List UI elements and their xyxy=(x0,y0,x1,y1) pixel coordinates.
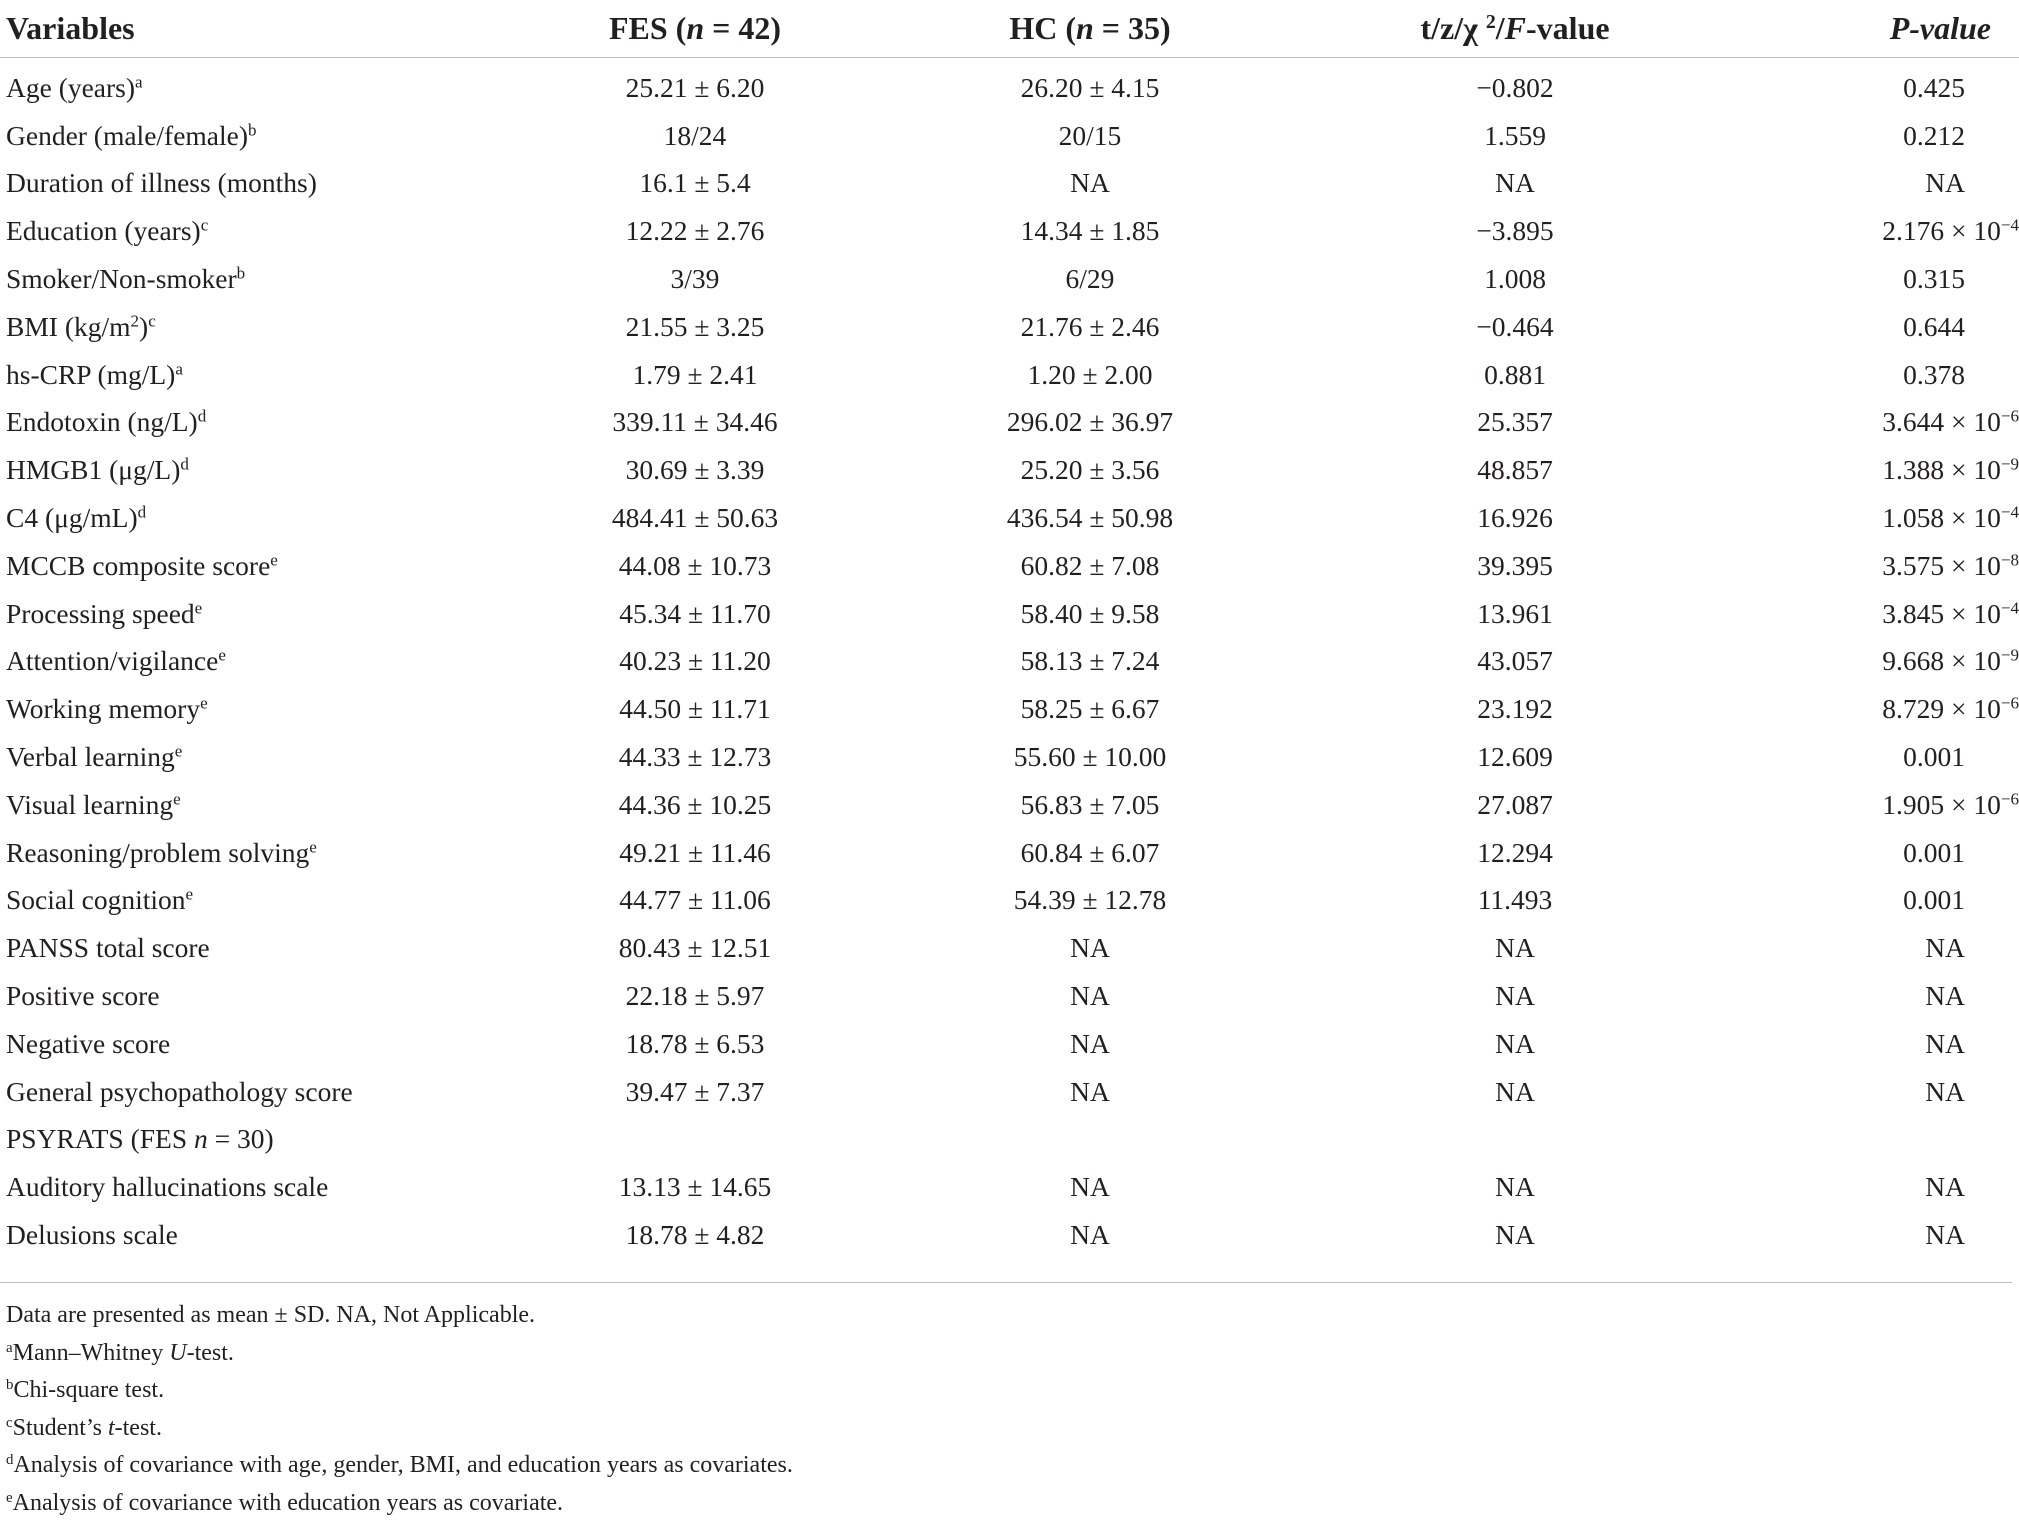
footnote-marker: e xyxy=(195,598,203,617)
cell-statistic: 12.609 xyxy=(1310,733,1720,781)
p-value-exponent: −9 xyxy=(2001,455,2019,474)
header-hc xyxy=(870,0,1310,58)
footnote-e-text: Analysis of covariance with education years as covariate. xyxy=(13,1490,563,1516)
variable-text: HMGB1 (μg/L) xyxy=(6,454,180,485)
p-value-exponent: −8 xyxy=(2001,550,2019,569)
footnote-a-mark: a xyxy=(6,1339,13,1355)
cell-statistic: NA xyxy=(1310,160,1720,208)
footnote-b-text: Chi-square test. xyxy=(13,1377,164,1403)
cell-p-value xyxy=(1720,590,2019,638)
cell-p-value xyxy=(1720,1116,2019,1164)
cell-fes: 16.1 ± 5.4 xyxy=(520,160,870,208)
cell-variable xyxy=(0,255,520,303)
header-hc-value: = 35) xyxy=(1094,10,1171,46)
cell-p-value: NA xyxy=(1720,1211,2019,1265)
cell-hc: 25.20 ± 3.56 xyxy=(870,446,1310,494)
footnote-marker: e xyxy=(270,550,278,569)
cell-hc: NA xyxy=(870,1163,1310,1211)
cell-hc: NA xyxy=(870,1020,1310,1068)
cell-hc: 58.40 ± 9.58 xyxy=(870,590,1310,638)
cell-hc: NA xyxy=(870,1211,1310,1265)
cell-statistic xyxy=(1310,1116,1720,1164)
cell-statistic: NA xyxy=(1310,1163,1720,1211)
variable-text: Reasoning/problem solving xyxy=(6,837,309,868)
cell-variable xyxy=(0,877,520,925)
table-row xyxy=(0,399,2019,447)
cell-variable xyxy=(0,1116,520,1164)
cell-fes: 39.47 ± 7.37 xyxy=(520,1068,870,1116)
variable-text-end: ) xyxy=(139,311,148,342)
cell-hc: 6/29 xyxy=(870,255,1310,303)
variable-text: Delusions scale xyxy=(6,1219,178,1250)
table-row xyxy=(0,1068,2019,1116)
table-row xyxy=(0,446,2019,494)
cell-p-value: NA xyxy=(1720,972,2019,1020)
variable-text: Gender (male/female) xyxy=(6,120,248,151)
cell-hc: 58.13 ± 7.24 xyxy=(870,638,1310,686)
header-fes-n: n xyxy=(686,10,704,46)
cell-fes: 339.11 ± 34.46 xyxy=(520,399,870,447)
cell-hc: 58.25 ± 6.67 xyxy=(870,685,1310,733)
cell-variable xyxy=(0,972,520,1020)
variable-text: Duration of illness (months) xyxy=(6,167,317,198)
variable-text-end: = 30) xyxy=(208,1123,274,1154)
cell-p-value xyxy=(1720,399,2019,447)
cell-fes: 45.34 ± 11.70 xyxy=(520,590,870,638)
variable-text: Visual learning xyxy=(6,789,173,820)
cell-statistic: 43.057 xyxy=(1310,638,1720,686)
footnote-e xyxy=(6,1485,793,1522)
cell-statistic: 1.008 xyxy=(1310,255,1720,303)
footnote-marker: d xyxy=(138,503,147,522)
p-value-mantissa: 2.176 × 10 xyxy=(1882,215,2001,246)
cell-statistic: 1.559 xyxy=(1310,112,1720,160)
table-row xyxy=(0,494,2019,542)
cell-variable xyxy=(0,1020,520,1068)
header-variables: Variables xyxy=(0,0,520,58)
p-value-mantissa: 3.644 × 10 xyxy=(1882,406,2001,437)
table-row xyxy=(0,877,2019,925)
table-row xyxy=(0,1211,2019,1265)
cell-p-value: NA xyxy=(1720,1163,2019,1211)
p-value-mantissa: 1.388 × 10 xyxy=(1882,454,2001,485)
footnote-marker: c xyxy=(148,312,156,331)
table-row xyxy=(0,781,2019,829)
header-fes-label: FES ( xyxy=(609,10,686,46)
table-bottom-rule xyxy=(0,1282,2012,1283)
cell-variable xyxy=(0,685,520,733)
cell-p-value: 0.644 xyxy=(1720,303,2019,351)
footnote-marker: b xyxy=(237,264,246,283)
footnote-a-pre: Mann–Whitney xyxy=(13,1340,170,1366)
header-fes xyxy=(520,0,870,58)
cell-hc: NA xyxy=(870,1068,1310,1116)
cell-variable xyxy=(0,112,520,160)
footnote-a-post: -test. xyxy=(187,1340,234,1366)
table-row xyxy=(0,685,2019,733)
cell-statistic: NA xyxy=(1310,924,1720,972)
footnote-c-mark: c xyxy=(6,1414,13,1430)
table-row xyxy=(0,590,2019,638)
table-row xyxy=(0,207,2019,255)
cell-variable xyxy=(0,1068,520,1116)
footnote-marker: a xyxy=(135,73,143,92)
table-row xyxy=(0,733,2019,781)
cell-statistic: 16.926 xyxy=(1310,494,1720,542)
footnote-b-mark: b xyxy=(6,1377,13,1393)
cell-variable xyxy=(0,924,520,972)
variable-text: Auditory hallucinations scale xyxy=(6,1171,328,1202)
cell-hc: 1.20 ± 2.00 xyxy=(870,351,1310,399)
footnote-marker: d xyxy=(180,455,189,474)
header-stat-slash: / xyxy=(1496,10,1505,46)
cell-variable xyxy=(0,733,520,781)
cell-p-value: 0.315 xyxy=(1720,255,2019,303)
cell-hc: NA xyxy=(870,972,1310,1020)
header-row xyxy=(0,0,2019,58)
table-row xyxy=(0,303,2019,351)
cell-statistic: NA xyxy=(1310,1020,1720,1068)
header-stat-suffix: -value xyxy=(1526,10,1610,46)
p-value-mantissa: 1.058 × 10 xyxy=(1882,502,2001,533)
variable-text: Age (years) xyxy=(6,72,135,103)
footnote-b xyxy=(6,1372,793,1410)
variable-text: Working memory xyxy=(6,693,200,724)
variable-text: Attention/vigilance xyxy=(6,645,218,676)
p-value-exponent: −9 xyxy=(2001,646,2019,665)
cell-fes: 12.22 ± 2.76 xyxy=(520,207,870,255)
table-row xyxy=(0,58,2019,112)
cell-variable xyxy=(0,351,520,399)
cell-fes: 44.36 ± 10.25 xyxy=(520,781,870,829)
p-value-exponent: −4 xyxy=(2001,216,2019,235)
p-value-exponent: −6 xyxy=(2001,407,2019,426)
footnote-marker: a xyxy=(175,359,183,378)
cell-fes: 3/39 xyxy=(520,255,870,303)
cell-fes: 44.33 ± 12.73 xyxy=(520,733,870,781)
cell-p-value: 0.378 xyxy=(1720,351,2019,399)
variable-text: PANSS total score xyxy=(6,932,210,963)
cell-variable xyxy=(0,494,520,542)
p-value-exponent: −4 xyxy=(2001,503,2019,522)
cell-variable xyxy=(0,829,520,877)
table-row xyxy=(0,638,2019,686)
cell-p-value: NA xyxy=(1720,160,2019,208)
cell-variable xyxy=(0,590,520,638)
cell-hc: NA xyxy=(870,924,1310,972)
cell-fes: 18.78 ± 4.82 xyxy=(520,1211,870,1265)
variable-text: PSYRATS (FES xyxy=(6,1123,194,1154)
cell-statistic: −0.802 xyxy=(1310,58,1720,112)
cell-fes: 49.21 ± 11.46 xyxy=(520,829,870,877)
cell-p-value xyxy=(1720,207,2019,255)
cell-fes: 30.69 ± 3.39 xyxy=(520,446,870,494)
cell-p-value xyxy=(1720,638,2019,686)
cell-statistic: 0.881 xyxy=(1310,351,1720,399)
cell-fes xyxy=(520,1116,870,1164)
cell-statistic: −3.895 xyxy=(1310,207,1720,255)
cell-fes: 484.41 ± 50.63 xyxy=(520,494,870,542)
cell-statistic: 11.493 xyxy=(1310,877,1720,925)
header-stat-f: F xyxy=(1505,10,1526,46)
footnote-a-italic: U xyxy=(169,1340,186,1366)
cell-p-value: 0.001 xyxy=(1720,733,2019,781)
footnote-d-mark: d xyxy=(6,1452,13,1468)
cell-variable xyxy=(0,781,520,829)
p-value-mantissa: 3.845 × 10 xyxy=(1882,598,2001,629)
cell-fes: 40.23 ± 11.20 xyxy=(520,638,870,686)
cell-hc: 60.82 ± 7.08 xyxy=(870,542,1310,590)
variable-text: General psychopathology score xyxy=(6,1076,353,1107)
cell-p-value: 0.001 xyxy=(1720,829,2019,877)
header-hc-n: n xyxy=(1076,10,1094,46)
cell-hc: 60.84 ± 6.07 xyxy=(870,829,1310,877)
table-row xyxy=(0,829,2019,877)
cell-hc: 55.60 ± 10.00 xyxy=(870,733,1310,781)
variable-text: Social cognition xyxy=(6,884,186,915)
cell-variable xyxy=(0,303,520,351)
footnote-marker: c xyxy=(201,216,209,235)
cell-statistic: −0.464 xyxy=(1310,303,1720,351)
header-fes-value: = 42) xyxy=(704,10,781,46)
table-row xyxy=(0,351,2019,399)
cell-variable xyxy=(0,446,520,494)
cell-fes: 25.21 ± 6.20 xyxy=(520,58,870,112)
cell-hc: 26.20 ± 4.15 xyxy=(870,58,1310,112)
cell-hc xyxy=(870,1116,1310,1164)
footnote-marker: e xyxy=(175,742,183,761)
cell-fes: 21.55 ± 3.25 xyxy=(520,303,870,351)
cell-variable xyxy=(0,638,520,686)
cell-p-value xyxy=(1720,494,2019,542)
cell-variable xyxy=(0,58,520,112)
footnote-marker: b xyxy=(248,120,257,139)
cell-fes: 44.08 ± 10.73 xyxy=(520,542,870,590)
cell-variable xyxy=(0,542,520,590)
variable-text: MCCB composite score xyxy=(6,550,270,581)
cell-variable xyxy=(0,399,520,447)
p-value-exponent: −4 xyxy=(2001,598,2019,617)
variable-text: Endotoxin (ng/L) xyxy=(6,406,198,437)
footnote-marker: e xyxy=(309,837,317,856)
cell-fes: 44.50 ± 11.71 xyxy=(520,685,870,733)
cell-statistic: 23.192 xyxy=(1310,685,1720,733)
table-row xyxy=(0,542,2019,590)
cell-statistic: 25.357 xyxy=(1310,399,1720,447)
p-value-exponent: −6 xyxy=(2001,789,2019,808)
cell-variable xyxy=(0,1163,520,1211)
p-value-exponent: −6 xyxy=(2001,694,2019,713)
cell-statistic: NA xyxy=(1310,1211,1720,1265)
cell-p-value xyxy=(1720,685,2019,733)
p-value-mantissa: 3.575 × 10 xyxy=(1882,550,2001,581)
cell-fes: 22.18 ± 5.97 xyxy=(520,972,870,1020)
cell-variable xyxy=(0,160,520,208)
variable-text: BMI (kg/m xyxy=(6,311,131,342)
cell-fes: 80.43 ± 12.51 xyxy=(520,924,870,972)
cell-fes: 13.13 ± 14.65 xyxy=(520,1163,870,1211)
footnote-marker: e xyxy=(186,885,194,904)
variable-text: Smoker/Non-smoker xyxy=(6,263,237,294)
footnote-e-mark: e xyxy=(6,1489,13,1505)
cell-p-value xyxy=(1720,446,2019,494)
cell-p-value: NA xyxy=(1720,1020,2019,1068)
cell-p-value: NA xyxy=(1720,1068,2019,1116)
cell-statistic: NA xyxy=(1310,1068,1720,1116)
header-hc-label: HC ( xyxy=(1009,10,1076,46)
cell-fes: 18/24 xyxy=(520,112,870,160)
table-row xyxy=(0,1116,2019,1164)
footnote-marker: d xyxy=(198,407,207,426)
cell-p-value: 0.212 xyxy=(1720,112,2019,160)
footnote-a xyxy=(6,1335,793,1373)
header-stat-sup: 2 xyxy=(1486,11,1496,33)
cell-variable xyxy=(0,1211,520,1265)
p-value-mantissa: 1.905 × 10 xyxy=(1882,789,2001,820)
cell-p-value xyxy=(1720,542,2019,590)
footnote-d xyxy=(6,1447,793,1485)
table-row xyxy=(0,160,2019,208)
cell-p-value: 0.001 xyxy=(1720,877,2019,925)
footnote-c xyxy=(6,1410,793,1448)
variable-text: C4 (μg/mL) xyxy=(6,502,138,533)
variable-text: Negative score xyxy=(6,1028,170,1059)
table-row xyxy=(0,112,2019,160)
header-statistic xyxy=(1310,0,1720,58)
footnote-c-post: -test. xyxy=(115,1415,162,1441)
cell-p-value: 0.425 xyxy=(1720,58,2019,112)
footnote-d-text: Analysis of covariance with age, gender, BMI, and education years as covariates. xyxy=(13,1452,792,1478)
p-value-mantissa: 8.729 × 10 xyxy=(1882,693,2001,724)
variable-text: Positive score xyxy=(6,980,160,1011)
table-row xyxy=(0,1163,2019,1211)
table-row xyxy=(0,924,2019,972)
cell-statistic: 27.087 xyxy=(1310,781,1720,829)
footnote-marker: e xyxy=(200,694,208,713)
footnote-c-italic: t xyxy=(108,1415,115,1441)
table-body xyxy=(0,58,2019,1265)
cell-statistic: NA xyxy=(1310,972,1720,1020)
variable-text: hs-CRP (mg/L) xyxy=(6,359,175,390)
table-footnotes xyxy=(6,1297,793,1522)
cell-hc: NA xyxy=(870,160,1310,208)
p-value-mantissa: 9.668 × 10 xyxy=(1882,645,2001,676)
cell-fes: 18.78 ± 6.53 xyxy=(520,1020,870,1068)
cell-statistic: 39.395 xyxy=(1310,542,1720,590)
cell-statistic: 12.294 xyxy=(1310,829,1720,877)
variable-italic: n xyxy=(194,1123,208,1154)
cell-fes: 1.79 ± 2.41 xyxy=(520,351,870,399)
cell-fes: 44.77 ± 11.06 xyxy=(520,877,870,925)
table-row xyxy=(0,1020,2019,1068)
footnote-marker: e xyxy=(218,646,226,665)
cell-hc: 54.39 ± 12.78 xyxy=(870,877,1310,925)
variable-text: Education (years) xyxy=(6,215,201,246)
footnote-marker: e xyxy=(173,789,181,808)
cell-hc: 296.02 ± 36.97 xyxy=(870,399,1310,447)
cell-statistic: 48.857 xyxy=(1310,446,1720,494)
cell-statistic: 13.961 xyxy=(1310,590,1720,638)
cell-hc: 56.83 ± 7.05 xyxy=(870,781,1310,829)
variable-superscript: 2 xyxy=(131,312,140,331)
cell-variable xyxy=(0,207,520,255)
cell-hc: 21.76 ± 2.46 xyxy=(870,303,1310,351)
table-row xyxy=(0,972,2019,1020)
cell-hc: 20/15 xyxy=(870,112,1310,160)
cell-p-value xyxy=(1720,781,2019,829)
header-stat-prefix: t/z/χ xyxy=(1420,10,1485,46)
footnote-c-pre: Student’s xyxy=(13,1415,108,1441)
variable-text: Verbal learning xyxy=(6,741,175,772)
header-p-value: P-value xyxy=(1720,0,2019,58)
cell-hc: 14.34 ± 1.85 xyxy=(870,207,1310,255)
variable-text: Processing speed xyxy=(6,598,195,629)
footnote-main: Data are presented as mean ± SD. NA, Not Applicable. xyxy=(6,1297,793,1335)
cell-p-value: NA xyxy=(1720,924,2019,972)
cell-hc: 436.54 ± 50.98 xyxy=(870,494,1310,542)
table-row xyxy=(0,255,2019,303)
table-header xyxy=(0,0,2019,58)
